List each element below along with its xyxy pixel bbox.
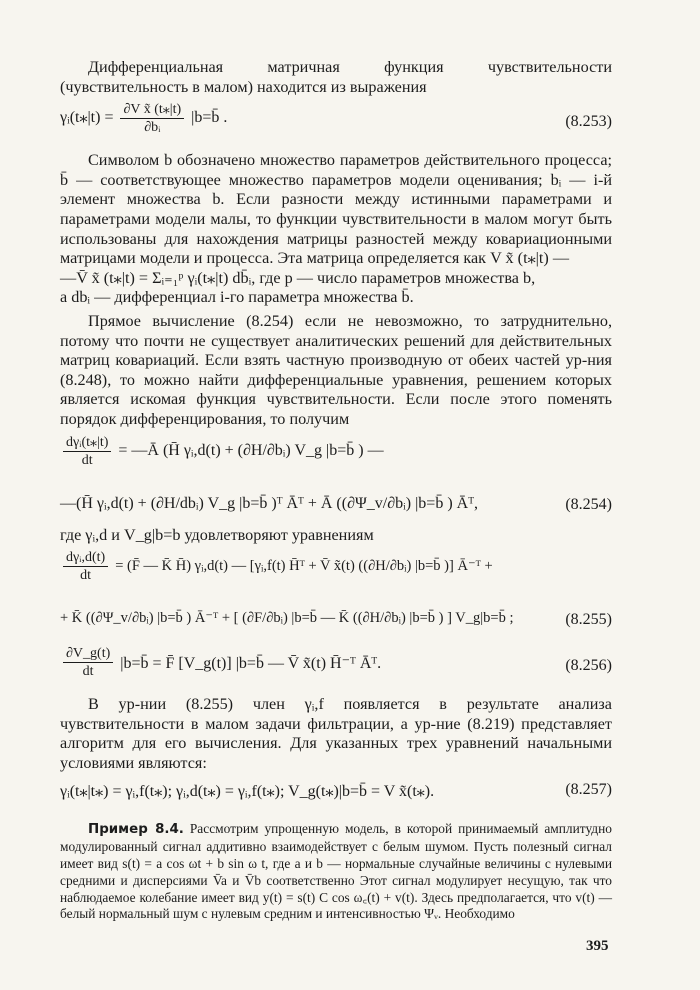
eq-8255-lhs-den: dt — [80, 568, 92, 584]
eq-8254-lhs — [63, 434, 111, 469]
eq-8255-line1-body: = (F̄ — K̄ H̄) γᵢ,d(t) — [γᵢ,f(t) H̄ᵀ + V̄ x̃(t) ((∂H/∂bᵢ) |b=b̄ )] Ā⁻ᵀ + — [115, 558, 493, 575]
eq-8253-denominator: ∂bᵢ — [144, 120, 161, 136]
equation-8256 — [60, 645, 612, 687]
eq-8254-number: (8.254) — [565, 495, 612, 513]
eq-8254-lhs-den: dt — [81, 452, 93, 468]
eq-8254-line1-body: = —Ā (H̄ γᵢ,d(t) + (∂H/∂bᵢ) V_g |b=b̄ ) — — [118, 442, 384, 459]
example-paragraph — [60, 821, 612, 923]
eq-8256-lhs — [63, 645, 113, 680]
example-text: Рассмотрим упрощенную модель, в которой принимаемый амплитудно модулированный сигнал аддитивно взаимодействует с белым шумом. Пусть полезный сигнал имеет вид s(t) = a cos ωt + b sin ω t, где a и b — нормальные случайные величины с нулевыми средними и дисперсиями V̄a и V̄b соответственно Этот сигнал модулирует несущую, так что наблюдаемое колебание имеет вид y(t) = s(t) C cos ω꜀(t) + v(t). Здесь предполагается, что v(t) — белый нормальный шум с нулевым средним и интенсивностью Ψᵥ. Необходимо — [60, 821, 612, 922]
eq-8256-lhs-den: dt — [82, 664, 94, 680]
equation-8255-line1 — [60, 549, 612, 591]
equation-8255-line2 — [60, 599, 612, 641]
eq-8257-number: (8.257) — [565, 781, 612, 799]
where-line: где γᵢ,d и V_g|b=b удовлетворяют уравнениям — [60, 525, 374, 544]
equation-8257 — [60, 781, 612, 801]
eq-8255-number: (8.255) — [565, 611, 612, 629]
intro-paragraph: Дифференциальная матричная функция чувствительности (чувствительность в малом) находится из выражения — [60, 58, 612, 96]
equation-8253 — [60, 101, 612, 143]
symbol-paragraph: Символом b обозначено множество параметров действительного процесса; b̄ — соответствующее множество параметров модели оценивания; bᵢ — i-й элемент множества b. Если разности между истинными параметрами и параметрами модели малы, то функции чувствительности в малом могут быть использованы для нахождения матрицы разностей между ковариационными матрицами модели и процесса. Эта матрица определяется как V x̃ (t⁎|t) — — [60, 151, 612, 268]
equation-8254-line1 — [60, 434, 612, 476]
eq-8255-line2-body: + K̄ ((∂Ψ_v/∂bᵢ) |b=b̄ ) Ā⁻ᵀ + [ (∂F/∂bᵢ) |b=b̄ — K̄ ((∂H/∂bᵢ) |b=b̄ ) ] V_g|b=b̄ ; — [60, 610, 514, 627]
eq-8253-lhs: γᵢ(t⁎|t) = — [60, 109, 114, 127]
eq-8254-lhs-num: dγᵢ(t⁎|t) — [63, 434, 111, 452]
example-title: Пример 8.4. — [88, 822, 184, 838]
eq-8253-fraction — [120, 101, 184, 136]
eq-8255-lhs-num: dγᵢ,d(t) — [63, 549, 108, 567]
eq-8255-lhs — [63, 549, 108, 584]
equation-paragraph: В ур-нии (8.255) член γᵢ,f появляется в результате анализа чувствительности в малом задачи фильтрации, а ур-ние (8.219) представляет алгоритм для его вычисления. Для указанных трех уравнений начальными условиями являются: — [60, 695, 612, 772]
eq-8254-line2-body: —(H̄ γᵢ,d(t) + (∂H/dbᵢ) V_g |b=b̄ )ᵀ Āᵀ + Ā ((∂Ψ_v/∂bᵢ) |b=b̄ ) Āᵀ, — [60, 494, 478, 512]
page-number: 395 — [586, 938, 609, 954]
eq-8256-lhs-num: ∂V_g(t) — [63, 645, 113, 663]
eq-8253-numerator: ∂V x̃ (t⁎|t) — [120, 101, 184, 119]
eq-8257-body: γᵢ(t⁎|t⁎) = γᵢ,f(t⁎); γᵢ,d(t⁎) = γᵢ,f(t⁎); V_g(t⁎)|b=b̄ = V x̃(t⁎). — [60, 783, 435, 801]
symbol-paragraph-cont: —V̄ x̃ (t⁎|t) = Σᵢ₌₁ᵖ γᵢ(t⁎|t) db̄ᵢ, где p — число параметров множества b, — [60, 268, 536, 287]
symbol-paragraph-end: а dbᵢ — дифференциал i-го параметра множества b̄. — [60, 288, 414, 307]
direct-paragraph: Прямое вычисление (8.254) если не невозможно, то затруднительно, потому что почти не существует аналитических решений для действительных матриц ковариаций. Если взять частную производную от обеих частей ур-ния (8.248), то можно найти дифференциальные уравнения, решением которых является искомая функция чувствительности. Если после этого поменять порядок дифференцирования, то получим — [60, 311, 612, 428]
eq-8256-number: (8.256) — [565, 657, 612, 675]
eq-8253-number: (8.253) — [565, 113, 612, 131]
equation-8254-line2 — [60, 484, 612, 526]
eq-8253-tail: |b=b̄ . — [191, 109, 228, 127]
page-body — [60, 58, 612, 923]
eq-8256-body: |b=b̄ = F̄ [V_g(t)] |b=b̄ — V̄ x̃(t) H̄⁻ᵀ Āᵀ. — [120, 654, 382, 672]
